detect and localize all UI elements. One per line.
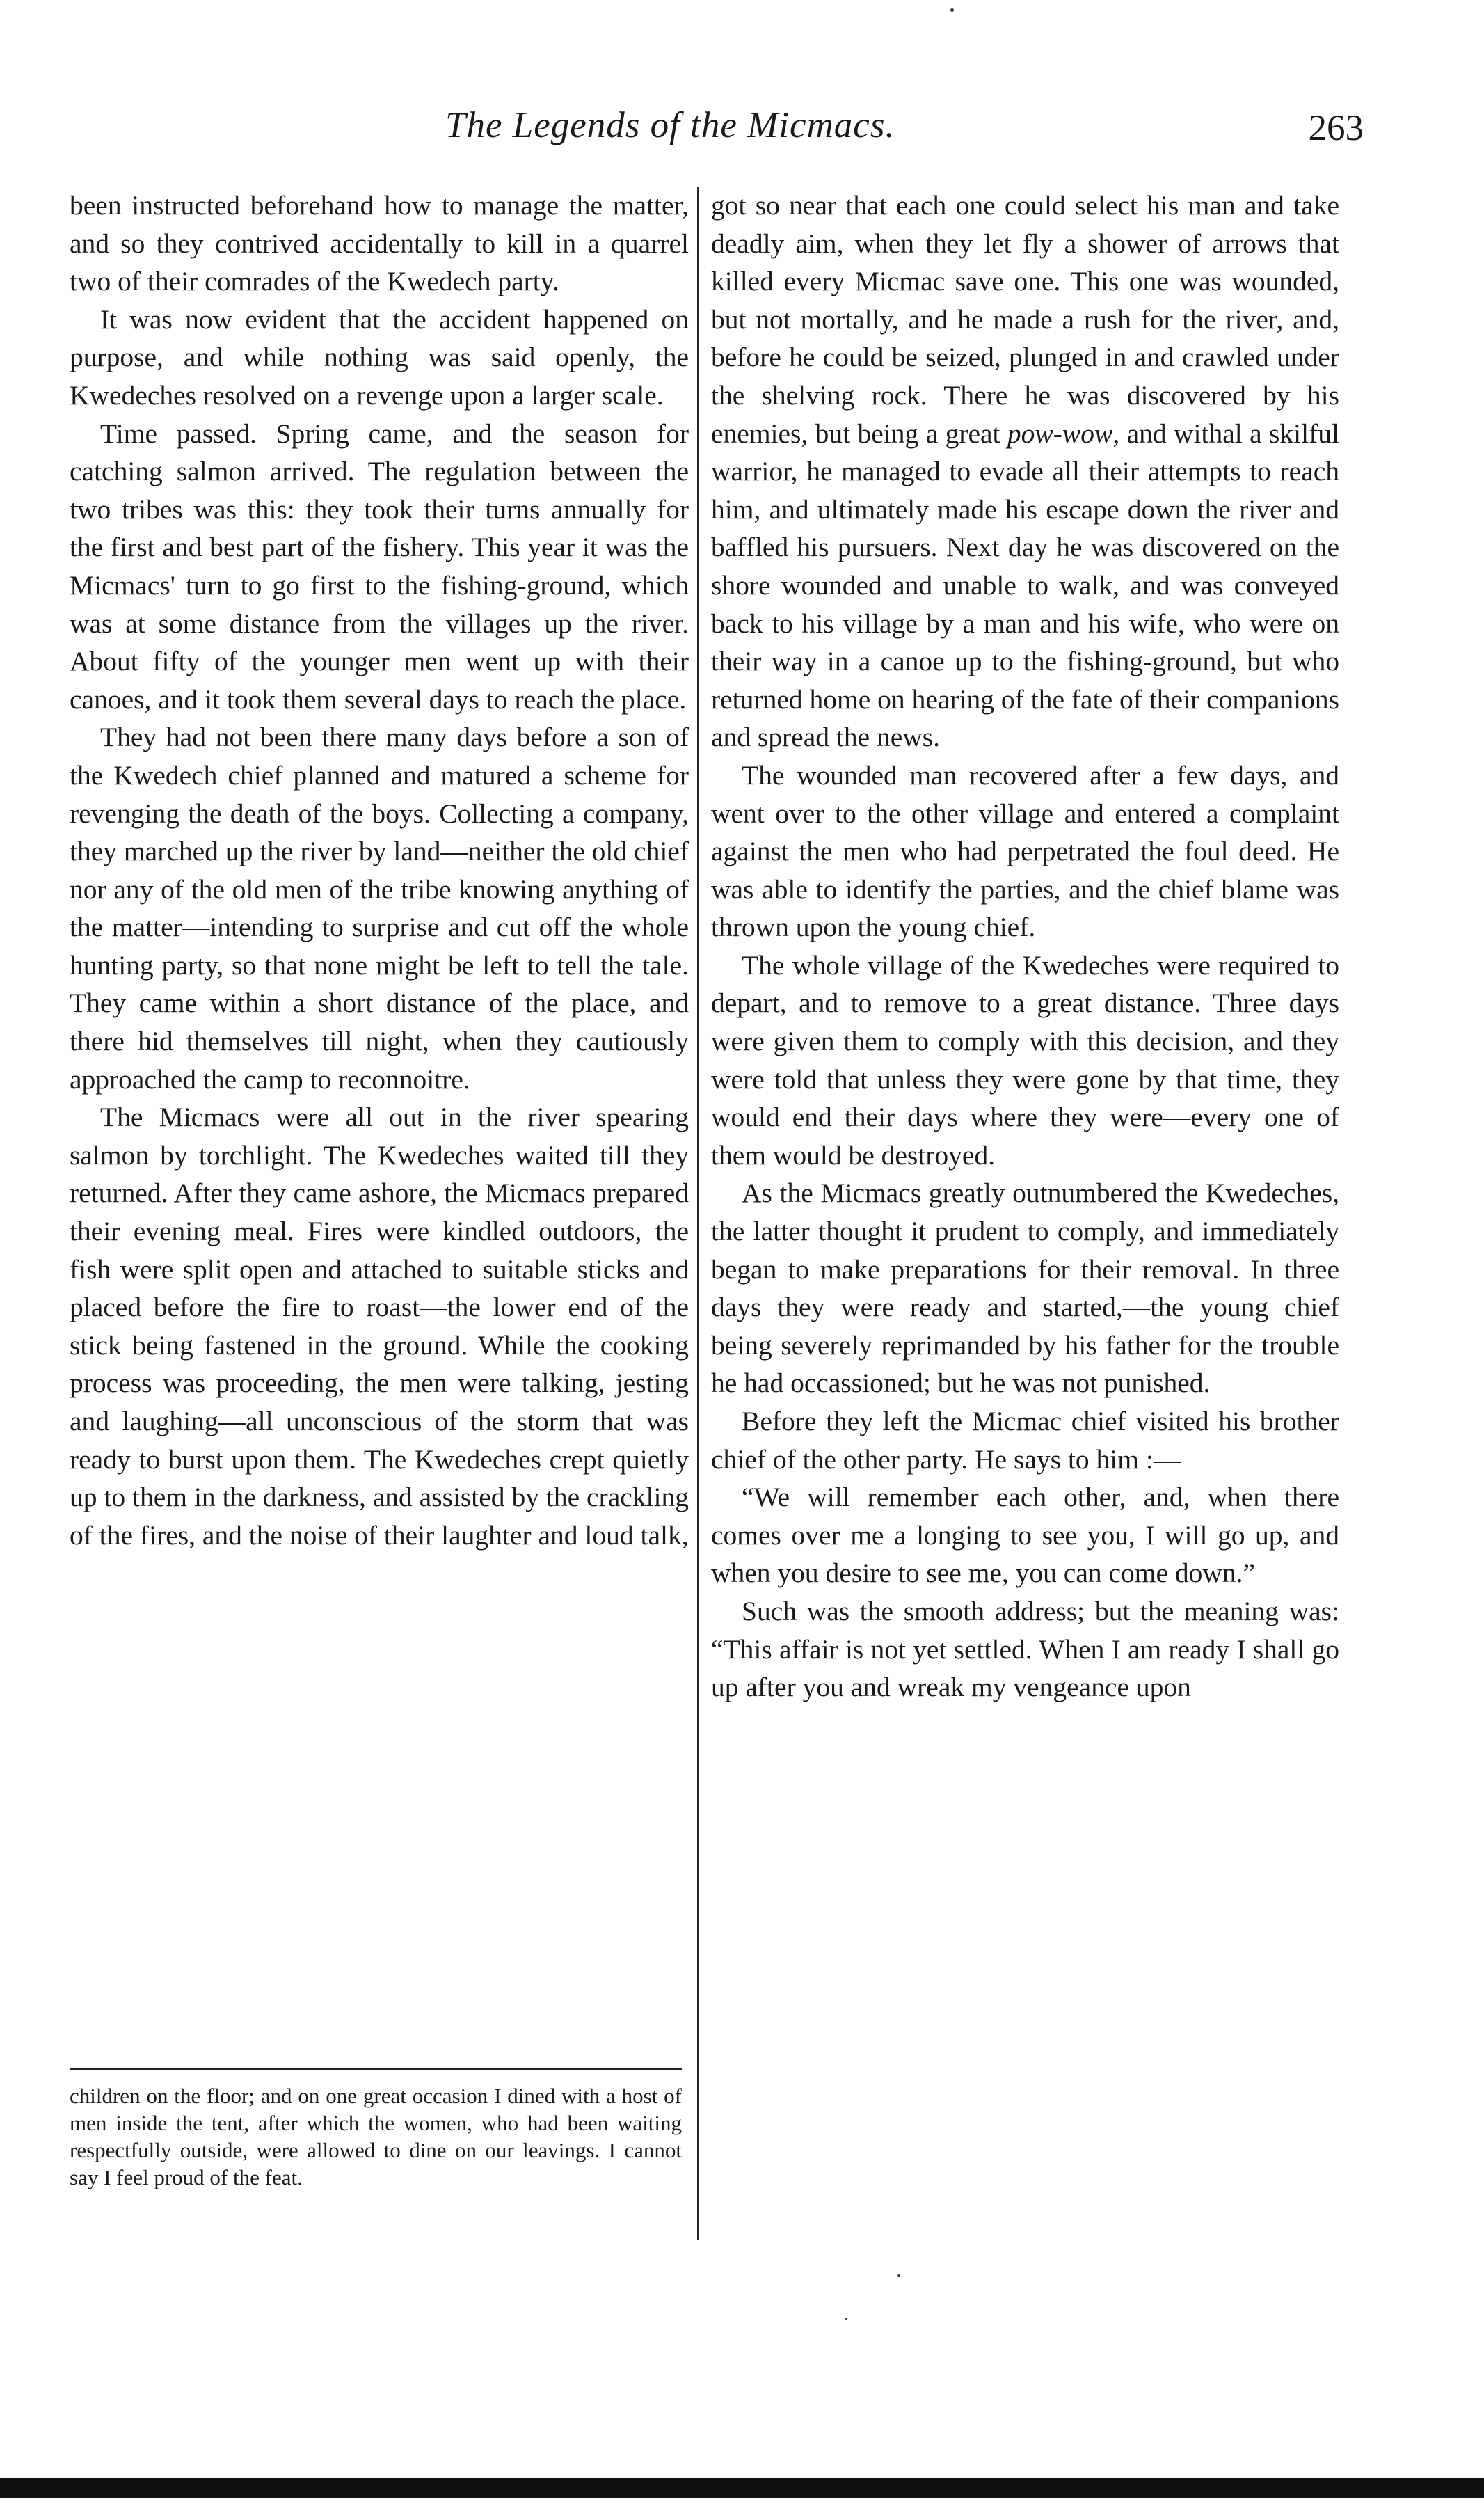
paragraph	[711, 187, 1339, 757]
paragraph-text: , and withal a skilful warrior, he managed to evade all their attempts to reach him, and ultimately made his escape down the river and baffled his pursuers. Next day he was discovered on the shore wounded and unable to walk, and was conveyed back to his village by a man and his wife, who were on their way in a canoe up to the fishing-ground, but who returned home on hearing of the fate of their companions and spread the news.	[711, 418, 1339, 753]
right-column	[711, 187, 1339, 2274]
paragraph: It was now evident that the accident happened on purpose, and while nothing was said openly, the Kwedeches resolved on a revenge upon a larger scale.	[70, 303, 689, 411]
page-number: 263	[1308, 108, 1364, 148]
paragraph-text: got so near that each one could select his man and take deadly aim, when they let fly a shower of arrows that killed every Micmac save one. This one was wounded, but not mortally, and he made a rush for the river, and, before he could be seized, plunged in and crawled under the shelving rock. There he was discovered by his enemies, but being a great	[711, 190, 1339, 449]
column-divider	[697, 187, 699, 2240]
paragraph: As the Micmacs greatly outnumbered the Kwedeches, the latter thought it prudent to comply, and immediately began to make preparations for their removal. In three days they were ready and started,—the young chief being severely reprimanded by his father for the trouble he had occassioned; but he was not punished.	[711, 1178, 1339, 1399]
paragraph: Before they left the Micmac chief visited his brother chief of the other party. He says to him :—	[711, 1406, 1339, 1475]
paragraph: The whole village of the Kwedeches were required to depart, and to remove to a great distance. Three days were given them to comply with this decision, and they were told that unless they were gone by that time, they would end their days where they were—every one of them would be destroyed.	[711, 949, 1339, 1171]
page-header	[70, 104, 1364, 160]
paragraph: The wounded man recovered after a few days, and went over to the other village and entered a complaint against the men who had perpetrated the foul deed. He was able to identify the parties, and the chief blame was thrown upon the young chief.	[711, 759, 1339, 943]
footnote: children on the floor; and on one great occasion I dined with a host of men inside the tent, after which the women, who had been waiting respectfully outside, were allowed to dine on our leavings. I cannot say I feel proud of the feat.	[70, 2084, 682, 2189]
italic-term: pow-wow	[1007, 418, 1113, 449]
paragraph: Time passed. Spring came, and the season for catching salmon arrived. The regulation between the two tribes was this: they took their turns annually for the first and best part of the fishery. This year it was the Micmacs' turn to go first to the fishing-ground, which was at some distance from the villages up the river. About fifty of the younger men went up with their canoes, and it took them several days to reach the place.	[70, 418, 689, 715]
running-title: The Legends of the Micmacs.	[445, 105, 895, 145]
paragraph: been instructed beforehand how to manage the matter, and so they contrived accidentally to kill in a quarrel two of their comrades of the Kwedech party.	[70, 190, 689, 297]
scan-speck	[950, 8, 954, 12]
left-column	[70, 187, 689, 2066]
paragraph: “We will remember each other, and, when there comes over me a longing to see you, I will go up, and when you desire to see me, you can come down.”	[711, 1482, 1339, 1589]
paragraph: Such was the smooth address; but the meaning was: “This affair is not yet settled. When I am ready I shall go up after you and wreak my vengeance upon	[711, 1595, 1339, 1703]
scan-speck	[897, 2274, 900, 2277]
paragraph: The Micmacs were all out in the river spearing salmon by torchlight. The Kwedeches waited till they returned. After they came ashore, the Micmacs prepared their evening meal. Fires were kindled outdoors, the fish were split open and attached to suitable sticks and placed before the fire to roast—the lower end of the stick being fastened in the ground. While the cooking process was proceeding, the men were talking, jesting and laughing—all unconscious of the storm that was ready to burst upon them. The Kwedeches crept quietly up to them in the darkness, and assisted by the crackling of the fires, and the noise of their laughter and loud talk,	[70, 1102, 689, 1551]
scan-speck	[845, 2318, 847, 2320]
scan-edge-bar	[0, 2478, 1484, 2498]
paragraph: They had not been there many days before a son of the Kwedech chief planned and matured a scheme for revenging the death of the boys. Collecting a company, they marched up the river by land—neither the old chief nor any of the old men of the tribe knowing anything of the matter—intending to surprise and cut off the whole hunting party, so that none might be left to tell the tale. They came within a short distance of the place, and there hid themselves till night, when they cautiously approached the camp to reconnoitre.	[70, 722, 689, 1095]
footnote-rule	[70, 2068, 682, 2070]
